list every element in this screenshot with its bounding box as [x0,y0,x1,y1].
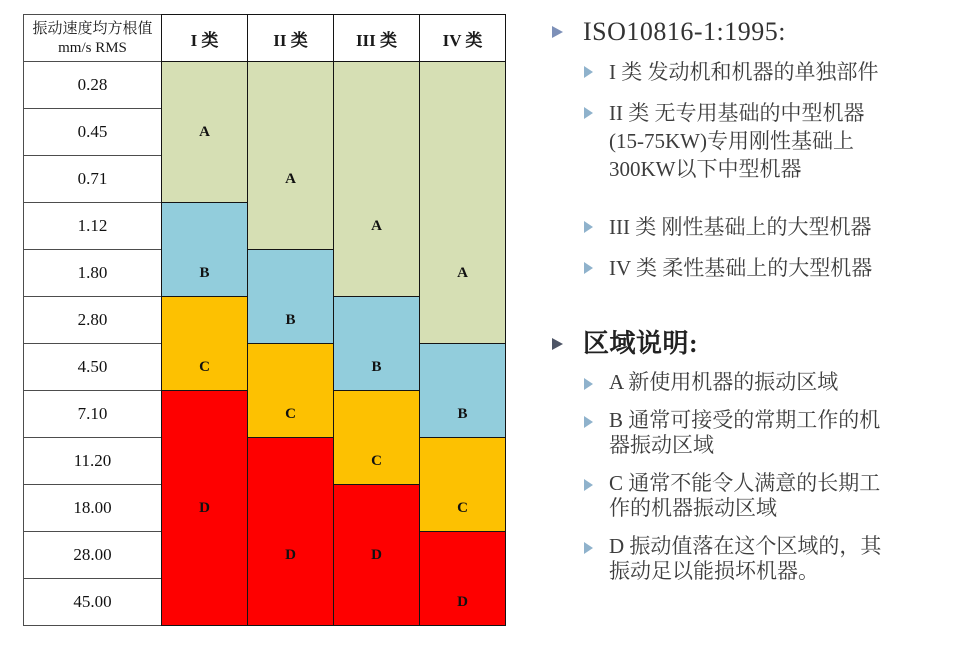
zone-column [333,62,420,626]
iso-title-row [550,16,970,48]
bullet-triangle-icon [584,221,593,233]
zone-block-a [419,61,506,344]
list-item [584,408,970,458]
bullet-triangle-icon [584,262,593,274]
rms-value-cell: 28.00 [23,531,162,579]
table-body [23,62,506,626]
zone-column [247,62,334,626]
list-item-text [609,254,872,282]
table-header-row [23,14,506,63]
list-item-line: 器振动区域 [609,433,714,457]
list-item [584,254,970,282]
bullet-triangle-icon [584,416,593,428]
rms-value-cell: 1.12 [23,202,162,250]
bullet-triangle-icon [584,542,593,554]
list-item-line: (15-75KW)专用刚性基础上 [609,129,854,153]
rms-value-cell: 1.80 [23,249,162,297]
iso-items [584,58,970,282]
rms-value-cell: 0.45 [23,108,162,156]
zone-block-d [419,531,506,626]
zone-label: C [199,359,210,375]
zone-block-a [161,61,248,203]
rms-value-cell: 7.10 [23,390,162,438]
zone-label: C [457,500,468,516]
zone-block-a [333,61,420,297]
zone-label: D [285,547,296,563]
list-item-line: A 新使用机器的振动区域 [609,370,839,394]
list-item [584,534,970,584]
list-item-text [609,213,871,241]
list-item [584,58,970,86]
bullet-triangle-icon [552,338,563,350]
list-item [584,213,970,241]
zone-block-c [161,296,248,391]
zone-block-b [161,202,248,297]
zone-block-d [333,484,420,626]
list-item-text [609,534,881,584]
value-column-header [23,14,162,63]
zone-label: D [457,594,468,610]
zone-block-b [333,296,420,391]
zone-block-c [333,390,420,485]
zone-label: D [371,547,382,563]
list-item-line: D 振动值落在这个区域的，其 [609,534,882,558]
class-header: IV 类 [419,14,506,63]
bullet-triangle-icon [584,107,593,119]
list-item [584,471,970,521]
list-item-line: C 通常不能令人满意的长期工 [609,471,881,495]
list-item-text [609,471,880,521]
zone-label: C [371,453,382,469]
class-header: II 类 [247,14,334,63]
zone-label: A [457,265,468,281]
list-item-text [609,99,865,183]
list-item-line: III 类 刚性基础上的大型机器 [609,215,872,239]
zone-block-c [419,437,506,532]
class-header: I 类 [161,14,248,63]
zone-label: B [371,359,382,375]
zone-label: B [457,406,468,422]
zone-label: B [199,265,210,281]
zone-label: B [285,312,296,328]
zone-block-d [161,390,248,626]
zones-title: 区域说明: [583,329,699,358]
zone-label: A [199,124,210,140]
right-panel [550,16,970,597]
zone-label: A [285,171,296,187]
list-item-line: 300KW以下中型机器 [609,157,802,181]
rms-value-cell: 18.00 [23,484,162,532]
rms-value-cell: 0.28 [23,61,162,109]
value-header-line2: mm/s RMS [58,39,127,56]
zone-column [419,62,506,626]
rms-value-cell: 11.20 [23,437,162,485]
list-item-text [609,408,880,458]
zone-block-b [247,249,334,344]
zone-block-b [419,343,506,438]
zones-items [584,370,970,584]
rms-value-cell: 4.50 [23,343,162,391]
bullet-triangle-icon [552,26,563,38]
zone-block-a [247,61,334,250]
list-item-line: 振动足以能损坏机器。 [609,559,819,583]
zone-block-c [247,343,334,438]
list-item-text [609,58,879,86]
section-zones [550,328,970,584]
bullet-triangle-icon [584,479,593,491]
bullet-triangle-icon [584,378,593,390]
class-header: III 类 [333,14,420,63]
list-item-line: B 通常可接受的常期工作的机 [609,408,881,432]
list-item [584,370,970,395]
zone-label: D [199,500,210,516]
rms-value-cell: 45.00 [23,578,162,626]
zone-label: C [285,406,296,422]
rms-value-cell: 0.71 [23,155,162,203]
value-column [23,62,162,626]
list-item-line: II 类 无专用基础的中型机器 [609,101,865,125]
list-item-line: IV 类 柔性基础上的大型机器 [609,256,873,280]
rms-value-cell: 2.80 [23,296,162,344]
zones-title-row [550,328,970,360]
iso-title: ISO10816-1:1995: [583,17,786,46]
section-iso [550,16,970,282]
zone-block-d [247,437,334,626]
vibration-table [23,14,506,626]
list-item-line: I 类 发动机和机器的单独部件 [609,60,879,84]
zone-label: A [371,218,382,234]
list-item-text [609,370,838,395]
zone-column [161,62,248,626]
list-item [584,99,970,183]
list-item-line: 作的机器振动区域 [609,496,777,520]
value-header-line1: 振动速度均方根值 [32,20,153,37]
bullet-triangle-icon [584,66,593,78]
